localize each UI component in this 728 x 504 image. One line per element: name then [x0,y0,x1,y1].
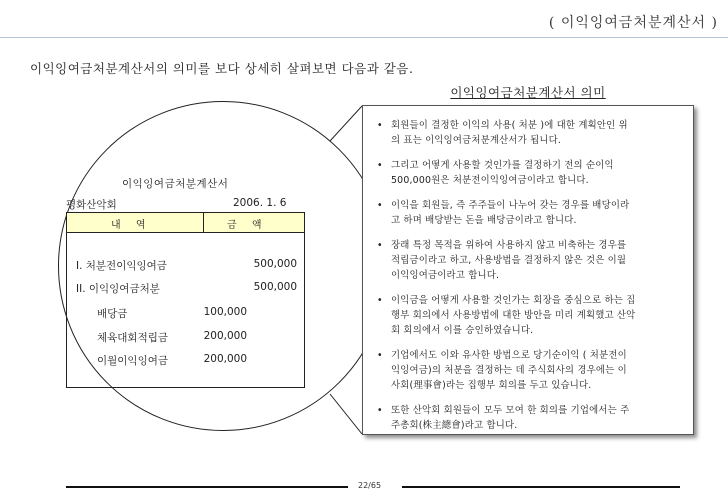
panel-title: 이익잉여금처분계산서 의미 [450,85,606,100]
list-item-line: 의 표는 이익잉여금처분계산서가 됩니다. [391,135,562,146]
row-carryover-label: 이월이익잉여금 [97,355,169,367]
explanation-list [377,118,681,433]
statement-date: 2006. 1. 6 [233,197,287,209]
row-appropriation-amount: 500,000 [253,281,297,293]
bullet-icon: • [377,295,383,306]
list-item-line: 사회(理事會)라는 집행부 회의를 두고 있습니다. [391,380,592,391]
list-item-line: 이익잉여금이라고 합니다. [391,270,500,281]
intro-text: 이익잉여금처분계산서의 의미를 보다 상세히 살펴보면 다음과 같음. [30,61,414,76]
bullet-icon: • [377,160,383,171]
bullet-icon: • [377,120,383,131]
statement-company: 평화산악회 [66,199,117,211]
list-item-line: 행부 회의에서 사용방법에 대한 방안을 미리 계획했고 산악 [391,310,636,321]
funnel-line-bottom [330,394,362,434]
list-item-line: 500,000원은 처분전이익잉여금이라고 합니다. [391,175,589,186]
column-header-item: 내 역 [111,220,152,231]
list-item-line: 그리고 어떻게 사용할 것인가를 결정하기 전의 순이익 [391,160,614,171]
footer-line-left [66,486,348,488]
funnel-line-top [330,106,362,141]
list-item-line: 고 하며 배당받는 돈을 배당금이라고 합니다. [391,215,577,226]
row-reserve-amount: 200,000 [203,330,247,342]
list-item-line: 기업에서도 이와 유사한 방법으로 당기순이익 ( 처분전이 [391,350,627,361]
column-divider [203,213,204,233]
row-retained-amount: 500,000 [253,258,297,270]
bullet-icon: • [377,240,383,251]
list-item-line: 회원들이 결정한 이익의 사용( 처분 )에 대한 계획안인 위 [391,120,628,131]
header-title: ( 이익잉여금처분계산서 ) [548,15,718,31]
header-divider [0,37,728,38]
row-dividend-amount: 100,000 [203,306,247,318]
list-item-line: 회 회의에서 이를 승인하였습니다. [391,325,534,336]
bullet-icon: • [377,350,383,361]
row-retained-label: I. 처분전이익잉여금 [76,260,167,272]
list-item-line: 익잉여금)의 처분을 결정하는 데 주식회사의 경우에는 이 [391,365,627,376]
list-item [377,293,681,338]
bullet-icon: • [377,200,383,211]
bullet-icon: • [377,405,383,416]
list-item-line: 또한 산악회 회원들이 모두 모여 한 회의를 기업에서는 주 [391,405,630,416]
statement-table [66,212,305,388]
list-item-line: 이익을 회원들, 즉 주주들이 나누어 갖는 경우를 배당이라 [391,200,630,211]
row-carryover-amount: 200,000 [203,353,247,365]
statement-table-header [67,213,304,233]
list-item-line: 이익금을 어떻게 사용할 것인가는 회장을 중심으로 하는 집 [391,295,636,306]
list-item [377,158,681,188]
list-item-line: 주총회(株主總會)라고 합니다. [391,420,518,431]
footer-line-right [402,486,680,488]
list-item-line: 적립금이라고 하고, 사용방법을 결정하지 않은 것은 이월 [391,255,627,266]
list-item [377,198,681,228]
list-item-line: 장래 특정 목적을 위하여 사용하지 않고 비축하는 경우를 [391,240,627,251]
page-number: 22/65 [358,481,382,490]
statement-title: 이익잉여금처분계산서 [122,178,229,190]
row-appropriation-label: II. 이익잉여금처분 [76,283,160,295]
column-header-amount: 금 액 [227,220,268,231]
explanation-panel [362,105,694,435]
list-item [377,118,681,148]
list-item [377,403,681,433]
list-item [377,348,681,393]
row-dividend-label: 배당금 [97,308,128,320]
row-reserve-label: 체육대회적립금 [97,332,169,344]
list-item [377,238,681,283]
